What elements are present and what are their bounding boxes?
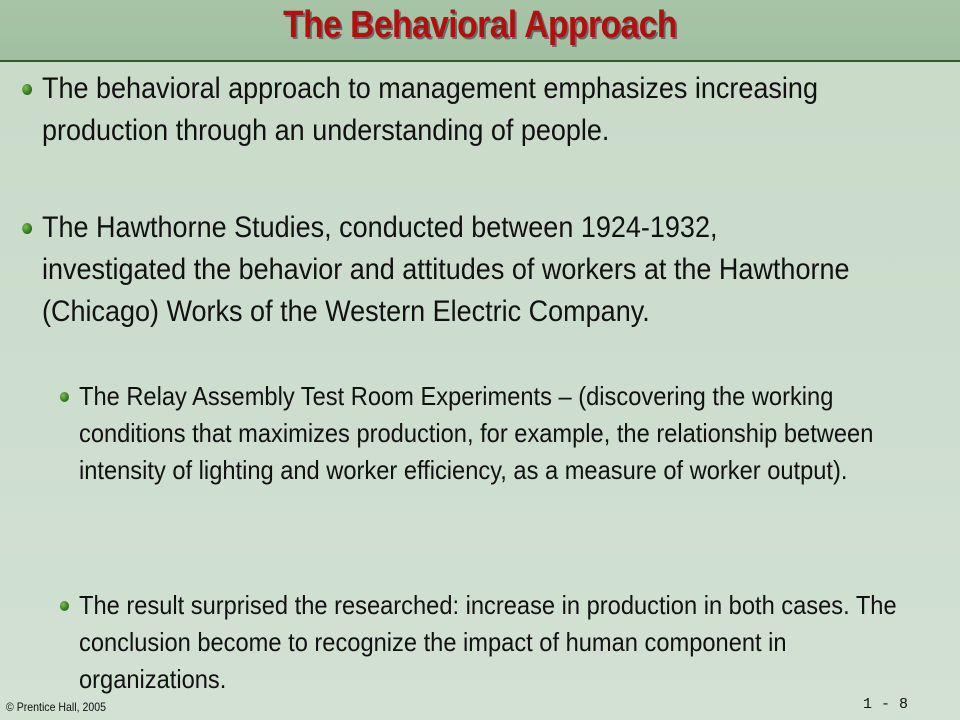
page-number: 1 - 8 xyxy=(862,696,908,713)
bullet-text: The Hawthorne Studies, conducted between 1924-1932, investigated the behavior and attitudes of workers at the Hawthorne (Chicago) Works of the Western Electric Company. xyxy=(42,211,850,328)
bullet-dot-icon xyxy=(22,84,32,95)
bullet-dot-icon xyxy=(60,392,69,402)
bullet-item xyxy=(42,68,852,152)
bullet-dot-icon xyxy=(22,223,32,234)
bullet-item xyxy=(42,207,852,333)
bullet-dot-icon xyxy=(60,601,69,611)
slide-title: The Behavioral Approach xyxy=(283,4,677,46)
sub-bullet-item xyxy=(79,378,898,489)
copyright-text: © Prentice Hall, 2005 xyxy=(6,700,106,714)
sub-bullet-text: The result surprised the researched: increase in production in both cases. The conclusion become to recognize the impact of human component in organizations. xyxy=(79,590,897,694)
sub-bullet-text: The Relay Assembly Test Room Experiments – (discovering the working conditions that maximizes production, for example, the relationship between intensity of lighting and worker efficiency, as a measure of worker output). xyxy=(79,381,874,485)
bullet-text: The behavioral approach to management emphasizes increasing production through an understanding of people. xyxy=(42,72,818,147)
sub-bullet-item xyxy=(79,587,898,698)
